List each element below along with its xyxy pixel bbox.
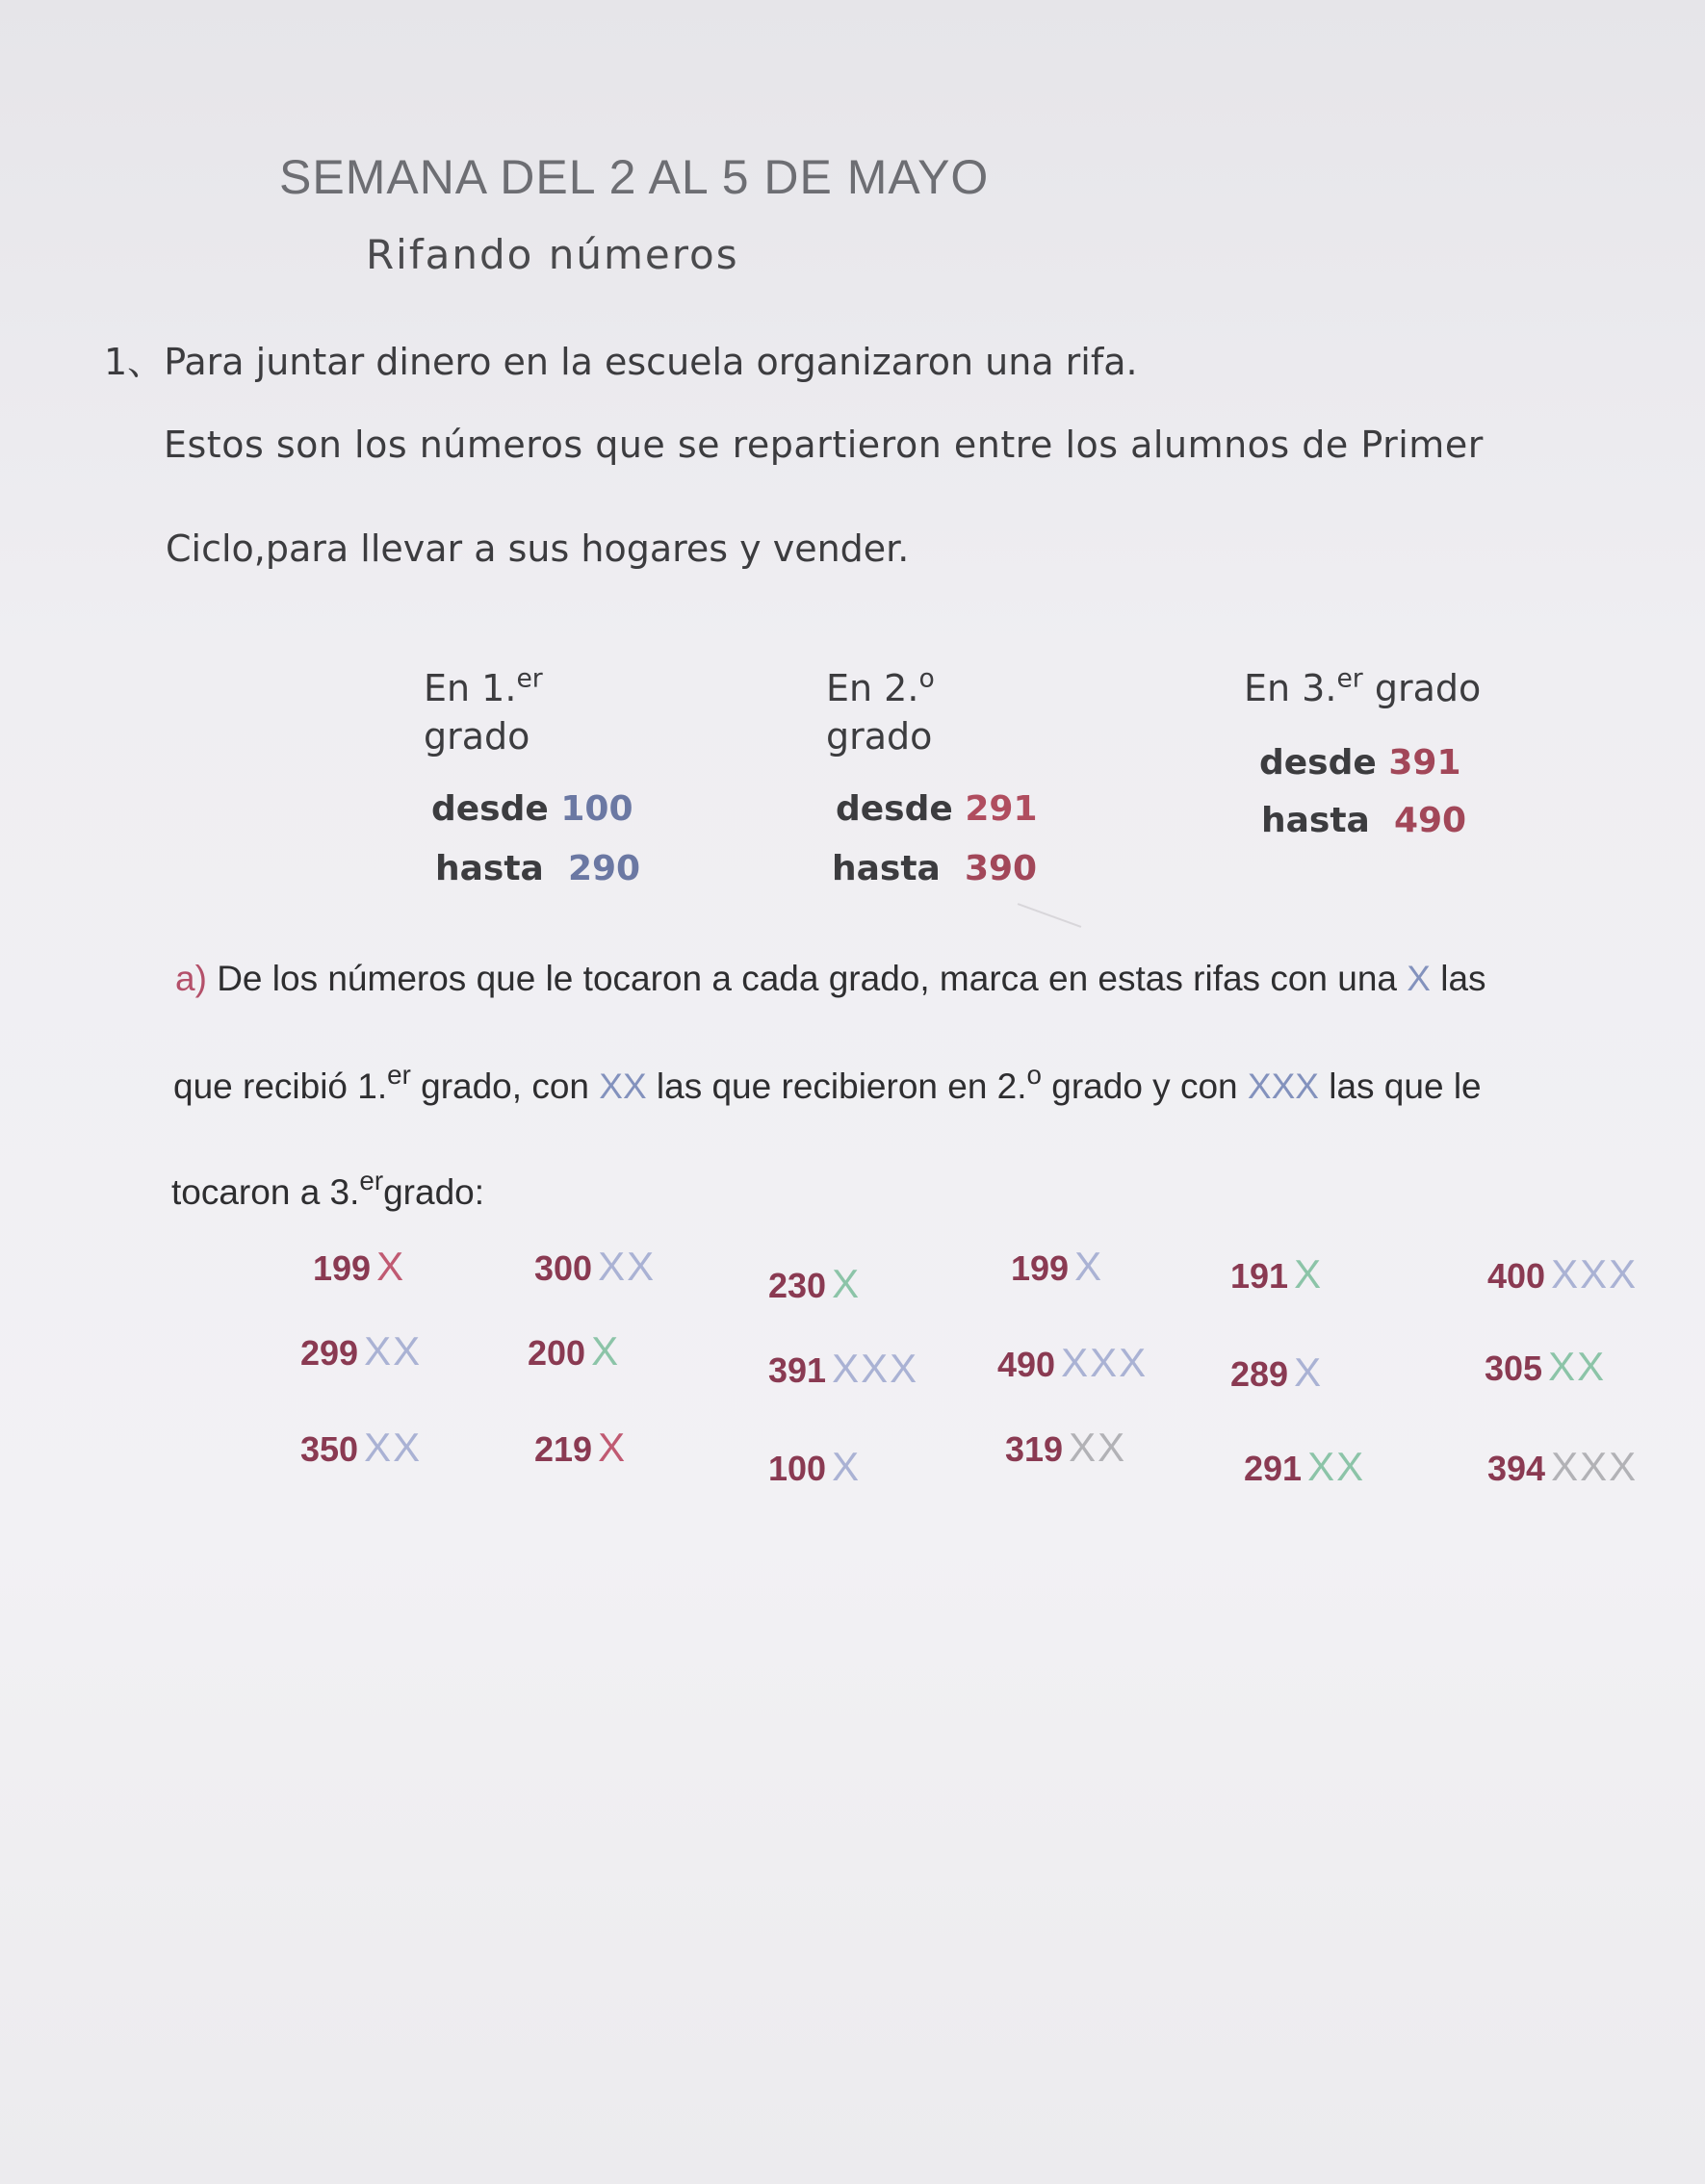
problem-number: 1、 (104, 341, 165, 383)
grade-1-hasta: hasta 290 (435, 849, 641, 888)
ticket-mark: XX (364, 1425, 423, 1470)
problem-line-2: Estos son los números que se repartieron entre los alumnos de Primer (164, 424, 1484, 466)
pencil-stroke (1018, 903, 1081, 928)
ticket-mark: XXX (1551, 1444, 1639, 1489)
x-legend-3: XXX (1247, 1066, 1319, 1106)
grade-2-desde: desde 291 (836, 789, 1038, 829)
ticket-number: 400 (1487, 1256, 1546, 1296)
raffle-ticket (528, 1328, 620, 1375)
ticket-mark: X (1294, 1349, 1324, 1395)
page-header: SEMANA DEL 2 AL 5 DE MAYO (279, 150, 990, 204)
ticket-number: 200 (528, 1333, 586, 1373)
raffle-ticket (313, 1244, 405, 1290)
x-legend-2: XX (599, 1066, 647, 1106)
ticket-number: 300 (534, 1248, 593, 1288)
ticket-mark: X (1074, 1244, 1104, 1289)
ticket-mark: XXX (1061, 1340, 1149, 1385)
raffle-ticket (1487, 1251, 1638, 1298)
ticket-mark: X (598, 1425, 628, 1470)
problem-text-1: Para juntar dinero en la escuela organizaron una rifa. (164, 341, 1138, 383)
problem-line-1 (104, 332, 1138, 385)
ticket-mark: XX (1307, 1444, 1366, 1489)
ticket-mark: XX (1548, 1344, 1607, 1389)
raffle-ticket (768, 1261, 861, 1307)
question-line-1: a) De los números que le tocaron a cada grado, marca en estas rifas con una X las (175, 959, 1486, 998)
ticket-number: 291 (1244, 1449, 1303, 1488)
ticket-number: 490 (997, 1345, 1056, 1384)
ticket-mark: XXX (1551, 1251, 1639, 1297)
ticket-number: 199 (1011, 1248, 1070, 1288)
ticket-number: 319 (1005, 1429, 1064, 1469)
ticket-number: 191 (1230, 1256, 1289, 1296)
grade-2-hasta: hasta 390 (832, 849, 1038, 888)
raffle-ticket (1230, 1251, 1323, 1298)
raffle-ticket (768, 1346, 918, 1392)
ticket-number: 100 (768, 1449, 827, 1488)
grade-3-hasta: hasta 490 (1261, 801, 1467, 840)
x-legend-1: X (1407, 959, 1431, 998)
raffle-ticket (1244, 1444, 1365, 1490)
ticket-number: 305 (1485, 1349, 1543, 1388)
raffle-ticket (768, 1444, 861, 1490)
grade-3-title: En 3.$^{er}$ grado (1244, 663, 1482, 709)
page-subtitle: Rifando números (366, 231, 739, 278)
ticket-number: 199 (313, 1248, 372, 1288)
raffle-ticket (300, 1425, 422, 1471)
ticket-number: 289 (1230, 1354, 1289, 1394)
ticket-mark: XXX (832, 1346, 919, 1391)
raffle-ticket (1011, 1244, 1103, 1290)
ticket-mark: X (376, 1244, 406, 1289)
question-line-3: tocaron a 3.$^{er}$grado: (171, 1165, 485, 1212)
raffle-ticket (997, 1340, 1148, 1386)
problem-line-3: Ciclo,para llevar a sus hogares y vender. (166, 527, 910, 570)
ticket-mark: X (832, 1444, 862, 1489)
ticket-mark: XX (598, 1244, 657, 1289)
raffle-ticket (1487, 1444, 1638, 1490)
grade-2-title: En 2.$^o$ grado (826, 663, 935, 758)
ticket-mark: X (591, 1328, 621, 1374)
ticket-mark: X (832, 1261, 862, 1306)
ticket-number: 219 (534, 1429, 593, 1469)
grade-1-desde: desde 100 (431, 789, 633, 829)
question-label: a) (175, 959, 207, 998)
question-line-2: que recibió 1.$^{er}$ grado, con XX las que recibieron en 2.$^o$ grado y con XXX las que le (173, 1059, 1482, 1106)
raffle-ticket (1485, 1344, 1606, 1390)
raffle-ticket (534, 1425, 627, 1471)
ticket-number: 230 (768, 1266, 827, 1305)
raffle-ticket (1230, 1349, 1323, 1396)
raffle-ticket (534, 1244, 656, 1290)
ticket-number: 394 (1487, 1449, 1546, 1488)
raffle-ticket (300, 1328, 422, 1375)
grade-1-title: En 1.$^{er}$ grado (424, 663, 543, 758)
raffle-ticket (1005, 1425, 1126, 1471)
ticket-number: 391 (768, 1350, 827, 1390)
ticket-mark: XX (1069, 1425, 1127, 1470)
ticket-number: 299 (300, 1333, 359, 1373)
ticket-mark: X (1294, 1251, 1324, 1297)
ticket-mark: XX (364, 1328, 423, 1374)
ticket-number: 350 (300, 1429, 359, 1469)
grade-3-desde: desde 391 (1259, 743, 1461, 783)
